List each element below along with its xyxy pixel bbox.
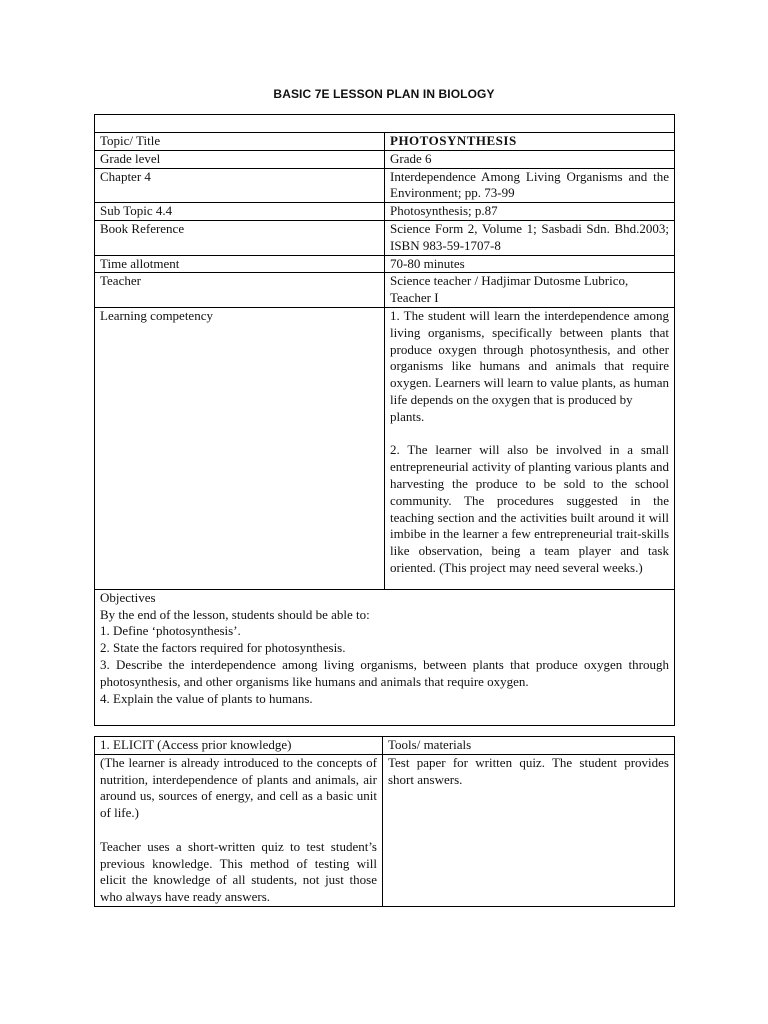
chapter-value: Interdependence Among Living Organisms and the Environment; pp. 73-99 xyxy=(385,168,675,203)
topic-value: PHOTOSYNTHESIS xyxy=(385,133,675,151)
chapter-label: Chapter 4 xyxy=(95,168,385,203)
grade-value: Grade 6 xyxy=(385,150,675,168)
table-row xyxy=(95,307,675,589)
table-row xyxy=(95,168,675,203)
table-row xyxy=(95,737,675,755)
table-row xyxy=(95,203,675,221)
table-row xyxy=(95,273,675,308)
topic-label: Topic/ Title xyxy=(95,133,385,151)
objective-item: 1. Define ‘photosynthesis’. xyxy=(100,623,241,639)
lesson-info-table xyxy=(94,114,675,726)
elicit-paragraph-1: (The learner is already introduced to the concepts of nutrition, interdependence of plants and animals, air around us, sources of energy, and cell as a basic unit of life.) xyxy=(100,754,377,821)
subtopic-label: Sub Topic 4.4 xyxy=(95,203,385,221)
table-row xyxy=(95,589,675,726)
table-row xyxy=(95,754,675,906)
competency-value xyxy=(385,307,675,589)
competency-paragraph-1-end: plants. xyxy=(390,408,425,424)
table-row xyxy=(95,150,675,168)
tools-content: Test paper for written quiz. The student provides short answers. xyxy=(383,754,675,906)
tools-header: Tools/ materials xyxy=(383,737,675,755)
competency-paragraph-1: 1. The student will learn the interdependence among living organisms, specifically between plants that produce oxygen through photosynthesis, and other organisms like humans and animals that require oxygen. Learners will learn to value plants, as human life depends on the oxygen that is produced by xyxy=(390,307,669,407)
elicit-table xyxy=(94,736,675,907)
grade-label: Grade level xyxy=(95,150,385,168)
book-reference-value: Science Form 2, Volume 1; Sasbadi Sdn. Bhd.2003; ISBN 983-59-1707-8 xyxy=(385,220,675,255)
page-title: BASIC 7E LESSON PLAN IN BIOLOGY xyxy=(273,87,495,101)
teacher-value: Science teacher / Hadjimar Dutosme Lubrico, Teacher I xyxy=(385,273,675,308)
objectives-cell xyxy=(95,589,675,726)
table-blank-row xyxy=(95,115,675,133)
objectives-heading: Objectives xyxy=(100,589,156,605)
elicit-paragraph-2: Teacher uses a short-written quiz to test student’s previous knowledge. This method of testing will elicit the knowledge of all students, not just those who always have ready answers. xyxy=(100,838,377,905)
time-allotment-value: 70-80 minutes xyxy=(385,255,675,273)
time-allotment-label: Time allotment xyxy=(95,255,385,273)
objectives-intro: By the end of the lesson, students should be able to: xyxy=(100,606,370,622)
competency-paragraph-2: 2. The learner will also be involved in a small entrepreneurial activity of planting various plants and harvesting the produce to be sold to the school community. The procedures suggested in the teaching section and the activities built around it will imbibe in the learner a few entrepreneurial trait-skills like observation, being a team player and task oriented. (This project may need several weeks.) xyxy=(390,442,669,575)
table-row xyxy=(95,220,675,255)
objective-item: 3. Describe the interdependence among living organisms, between plants that produce oxygen through photosynthesis, and other organisms like humans and animals that require oxygen. xyxy=(100,656,669,689)
objective-item: 2. State the factors required for photosynthesis. xyxy=(100,640,346,656)
elicit-header: 1. ELICIT (Access prior knowledge) xyxy=(95,737,383,755)
competency-label: Learning competency xyxy=(95,307,385,589)
table-row xyxy=(95,255,675,273)
objective-item: 4. Explain the value of plants to humans. xyxy=(100,690,313,706)
elicit-content xyxy=(95,754,383,906)
table-row xyxy=(95,133,675,151)
book-reference-label: Book Reference xyxy=(95,220,385,255)
teacher-label: Teacher xyxy=(95,273,385,308)
subtopic-value: Photosynthesis; p.87 xyxy=(385,203,675,221)
